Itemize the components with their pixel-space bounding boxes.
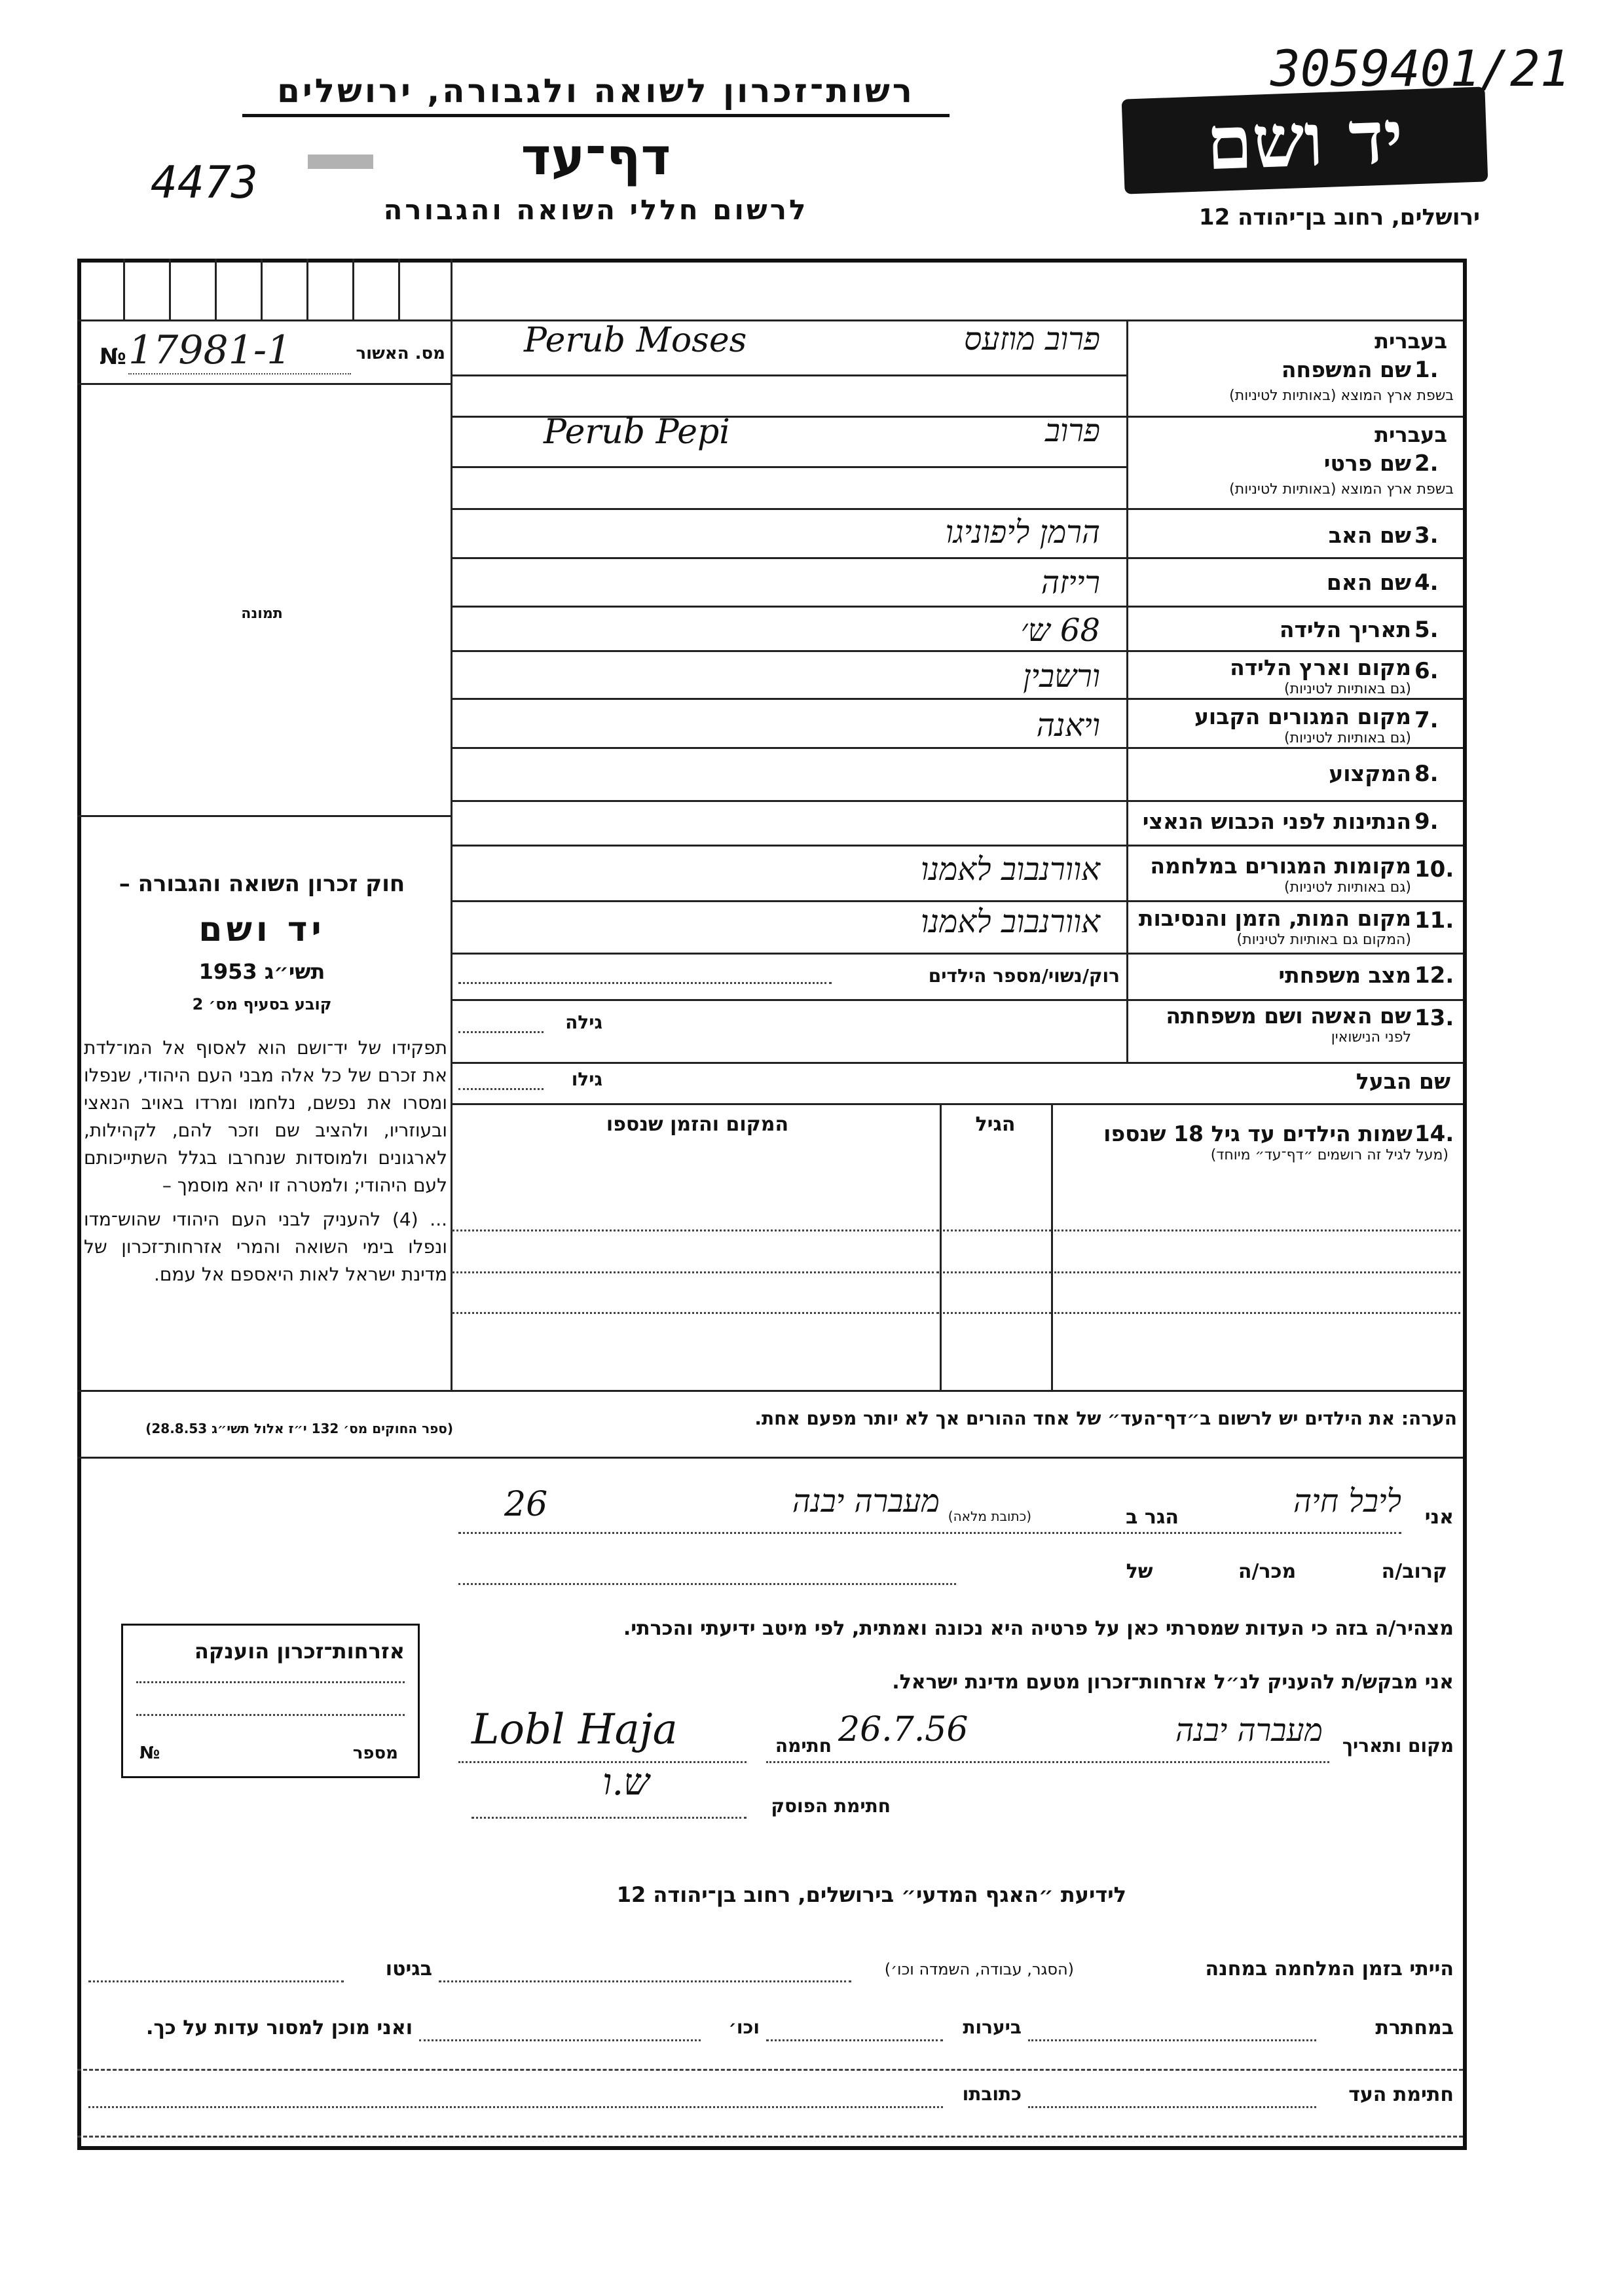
firstname-latin-value: Perub Pepi [544, 412, 730, 452]
row-line [451, 650, 1463, 652]
field-1-sub: בשפת ארץ המוצא (באותיות לטיניות) [1229, 388, 1454, 404]
field-10-label: מקומות המגורים במלחמה [1150, 853, 1411, 879]
form-title: דף־עד [521, 128, 671, 187]
cert-dotted [136, 1714, 405, 1716]
children-row-line [451, 1103, 1463, 1105]
husband-dotted [458, 1088, 544, 1090]
surname-hebrew-value: פרוב מוזעס [964, 321, 1100, 357]
row-line [451, 557, 1463, 559]
decl-date: 26.7.56 [838, 1710, 969, 1749]
bottom-line1-suffix: בגיטו [385, 1958, 432, 1980]
bottom-dotted [439, 1980, 851, 1982]
field-8-label: המקצוע [1329, 761, 1411, 786]
box-divider [169, 259, 171, 319]
box-divider [261, 259, 263, 319]
decl-place: מעברה יבנה [1175, 1712, 1323, 1749]
field-7-label: מקום המגורים הקבוע [1194, 704, 1411, 729]
children-dotted-line [452, 1230, 939, 1231]
children-col-place: המקום והזמן שנספו [606, 1113, 789, 1136]
firstname-hebrew-value: פרוב [1044, 412, 1100, 449]
divider [77, 1390, 1463, 1392]
field-12-number: 12. [1414, 962, 1454, 989]
field-10-number: 10. [1414, 856, 1454, 883]
bottom-dotted [88, 1980, 344, 1982]
cert-box-no-sign: № [139, 1743, 160, 1763]
declarant-name: ליבל חיה [1293, 1483, 1401, 1520]
field-2-hebrew-label: בעברית [1375, 422, 1447, 447]
signature-label: חתימה [775, 1735, 832, 1757]
yad-vashem-logo [1122, 86, 1488, 194]
children-col-divider [940, 1103, 942, 1390]
bottom-line1-hint: (הסגר, עבודה, השמדה וכו׳) [884, 1960, 1074, 1978]
father-name-value: הרמן ליפוניגו [945, 514, 1100, 551]
field-6-label: מקום וארץ הלידה [1230, 655, 1411, 680]
box-divider [215, 259, 217, 319]
row-line [451, 845, 1463, 847]
box-divider [352, 259, 354, 319]
row-mid-line [451, 374, 1126, 376]
field-13-extra: גילה [565, 1011, 602, 1033]
field-8-number: 8. [1414, 761, 1439, 787]
left-divider [77, 383, 451, 385]
law-year: תשי״ג 1953 [198, 959, 325, 984]
field-2-sub: בשפת ארץ המוצא (באותיות לטיניות) [1229, 481, 1454, 498]
bottom-title: לידיעת ״האגף המדעי״ בירושלים, רחוב בן־יהודה 12 [616, 1882, 1126, 1907]
decl-line4: אני מבקש/ת להעניק לנ״ל אזרחות־זכרון מטעם מדינת ישראל. [892, 1671, 1454, 1694]
surname-latin-value: Perub Moses [524, 321, 747, 360]
field-1-label: שם המשפחה [1281, 357, 1411, 382]
field-7-number: 7. [1414, 707, 1439, 733]
note: הערה: את הילדים יש לרשום ב״דף־העד״ של אחד ההורים אך לא יותר מפעם אחת. [754, 1408, 1457, 1429]
decl-dotted-line [766, 1761, 1329, 1763]
approval-number: 17981-1 [128, 327, 351, 374]
children-dotted-line [452, 1271, 939, 1273]
clerk-dotted-line [471, 1817, 747, 1819]
children-label: שמות הילדים עד גיל 18 שנספו [1103, 1121, 1412, 1146]
bottom-dotted [1028, 2106, 1316, 2108]
field-11-number: 11. [1414, 907, 1454, 934]
field-6-number: 6. [1414, 658, 1439, 684]
no-sign: № [100, 344, 126, 370]
bottom-line2-prefix: במחתרת [1375, 2016, 1454, 2039]
field-9-label: הנתינות לפני הכבוש הנאצי [1142, 809, 1411, 834]
law-text-paragraph: תפקידו של יד־ושם הוא לאסוף אל המו־לדת את זכרם של כל אלה מבני העם היהודי, שנפלו ומסרו את נפשם, נלחמו ומרדו באויב הנאצי ובעוזריו, ולהציב שם וזכר להם, לקהילות, לארגונים ולמוסדות שנחרבו בגלל השתייכותם לעם היהודי; ולמטרה זו יהא מוסמך – [84, 1037, 447, 1196]
cert-box-number-label: מספר [352, 1743, 398, 1763]
bottom-dashed [77, 2069, 1463, 2071]
children-sub: (מעל לגיל זה רושמים ״דף־עד״ מיוחד) [1210, 1147, 1449, 1163]
bottom-line2-suffix: ואני מוכן למסור עדות על כך. [146, 2016, 413, 2039]
law-title: חוק זכרון השואה והגבורה – [119, 871, 405, 897]
field-3-number: 3. [1414, 522, 1439, 549]
bottom-dashed [77, 2136, 1463, 2138]
declarant-address: מעברה יבנה [792, 1483, 940, 1520]
decl-prefix: אני [1424, 1506, 1454, 1529]
box-divider [398, 259, 400, 319]
field-11-label: מקום המות, הזמן והנסיבות [1138, 905, 1411, 931]
law-section: קובע בסעיף מס׳ 2 [192, 995, 332, 1013]
field-7-sub: (גם באותיות לטיניות) [1284, 730, 1411, 746]
decl-dotted-line [458, 1583, 956, 1585]
bottom-dotted [88, 2106, 943, 2108]
photo-label: תמונה [241, 606, 283, 622]
form-subtitle: לרשום חללי השואה והגבורה [383, 194, 809, 226]
bottom-dotted [1028, 2039, 1316, 2041]
husband-extra: גילו [571, 1068, 602, 1090]
children-dotted-line [943, 1271, 1051, 1273]
field-12-label: מצב משפחתי [1278, 962, 1411, 988]
field-4-number: 4. [1414, 570, 1439, 596]
bottom-line2-mid1: ביערות [963, 2016, 1022, 2038]
bottom-line1-prefix: הייתי בזמן המלחמה במחנה [1205, 1958, 1454, 1980]
row-line [451, 698, 1463, 700]
row-line [451, 606, 1463, 608]
children-dotted-line [452, 1312, 939, 1314]
field-10-sub: (גם באותיות לטיניות) [1284, 879, 1411, 896]
cert-dotted [136, 1681, 405, 1683]
field-11-sub: (המקום גם באותיות לטיניות) [1236, 932, 1411, 948]
children-dotted-line [943, 1312, 1051, 1314]
field-1-hebrew-label: בעברית [1375, 329, 1447, 354]
field-5-number: 5. [1414, 617, 1439, 643]
divider [77, 1457, 1463, 1459]
left-column-divider [451, 259, 452, 1390]
declarant-number: 26 [504, 1485, 548, 1524]
children-dotted-line [1054, 1271, 1460, 1273]
row-line [451, 999, 1463, 1001]
authority-title: רשות־זכרון לשואה ולגבורה, ירושלים [242, 72, 950, 117]
decl-dotted-line [458, 1532, 1401, 1534]
field-2-number: 2. [1414, 450, 1439, 477]
box-divider [123, 259, 125, 319]
wartime-residence-value: אוורנבוב לאמנו [921, 851, 1100, 888]
logo-text: יד ושם [1205, 94, 1405, 187]
decl-middle: הגר ב [1126, 1506, 1179, 1529]
law-name: יד ושם [198, 910, 325, 949]
stamp-smudge [308, 155, 373, 169]
mother-name-value: רייזה [1041, 564, 1100, 601]
clerk-label: חתימת הפוסק [771, 1795, 891, 1817]
birth-date-value: 68 ש׳ [1020, 612, 1100, 649]
approval-label: מס. האשור [356, 344, 445, 363]
children-dotted-line [1054, 1230, 1460, 1231]
children-dotted-line [1054, 1312, 1460, 1314]
field-12-extra: רוק/נשוי/מספר הילדים [928, 965, 1120, 987]
children-col-divider [1051, 1103, 1053, 1390]
label-column-divider [1126, 319, 1128, 1062]
husband-label: שם הבעל [1356, 1068, 1450, 1094]
bottom-dotted [766, 2039, 943, 2041]
box-divider [306, 259, 308, 319]
decl-line3: מצהיר/ה בזה כי העדות שמסרתי כאן על פרטיה היא נכונה ואמתית, לפי מיטב ידיעתי והכרתי. [623, 1617, 1454, 1640]
field-12-dotted-line [458, 982, 832, 984]
row-line [451, 953, 1463, 955]
cert-box-title: אזרחות־זכרון הוענקה [194, 1639, 405, 1664]
decl-signature: Lobl Haja [471, 1705, 678, 1754]
field-6-sub: (גם באותיות לטיניות) [1284, 681, 1411, 697]
place-date-label: מקום ותאריך [1342, 1735, 1454, 1757]
decl-line2: קרוב/ה מכר/ה של [1126, 1560, 1447, 1583]
field-1-number: 1. [1414, 357, 1439, 383]
field-13-sub: לפני הנישואין [1331, 1029, 1411, 1046]
field-14-number: 14. [1414, 1121, 1454, 1147]
children-dotted-line [943, 1230, 1051, 1231]
row-line [451, 900, 1463, 902]
row-line [451, 508, 1463, 510]
decl-hint: (כתובת מלאה) [948, 1508, 1031, 1524]
law-text-paragraph: ... (4) להעניק לבני העם היהודי שהוש־מדו ונפלו בימי השואה והמרי אזרחות־זכרון של מדינת ישראל לאות היאספם אל עמם. [84, 1209, 447, 1285]
address: ירושלים, רחוב בן־יהודה 12 [1198, 204, 1480, 230]
bottom-line2-mid2: וכו׳ [728, 2016, 760, 2038]
field-4-label: שם האם [1326, 570, 1411, 595]
field-2-label: שם פרטי [1323, 450, 1411, 476]
row-line [451, 1062, 1463, 1064]
birth-place-value: ורשבין [1023, 658, 1100, 695]
field-13-label: שם האשה ושם משפחתה [1166, 1003, 1411, 1029]
field-3-label: שם האב [1328, 522, 1411, 548]
field-13-number: 13. [1414, 1005, 1454, 1031]
handwritten-left-number: 4473 [151, 157, 258, 209]
divider [77, 319, 1463, 321]
row-line [451, 800, 1463, 802]
death-place-value: אוורנבוב לאמנו [921, 903, 1100, 940]
clerk-signature: ש.ו [602, 1761, 650, 1804]
law-citation: (ספר החוקים מס׳ 132 י״ז אלול תשי״ג 28.8.53) [145, 1421, 453, 1436]
bottom-dotted [419, 2039, 701, 2041]
certificate-box [121, 1624, 420, 1778]
residence-value: ויאנה [1036, 707, 1100, 744]
children-col-age: הגיל [975, 1113, 1016, 1136]
row-mid-line [451, 466, 1126, 468]
left-divider [77, 815, 451, 817]
law-text [84, 1034, 447, 1288]
handwritten-file-number: 3059401/21 [1270, 39, 1570, 98]
field-5-label: תאריך הלידה [1279, 617, 1411, 642]
field-13-dotted [458, 1031, 544, 1033]
field-9-number: 9. [1414, 809, 1439, 835]
row-line [451, 747, 1463, 749]
bottom-line3-prefix: חתימת העד [1348, 2083, 1454, 2106]
bottom-line3-mid: כתובתו [962, 2083, 1022, 2105]
